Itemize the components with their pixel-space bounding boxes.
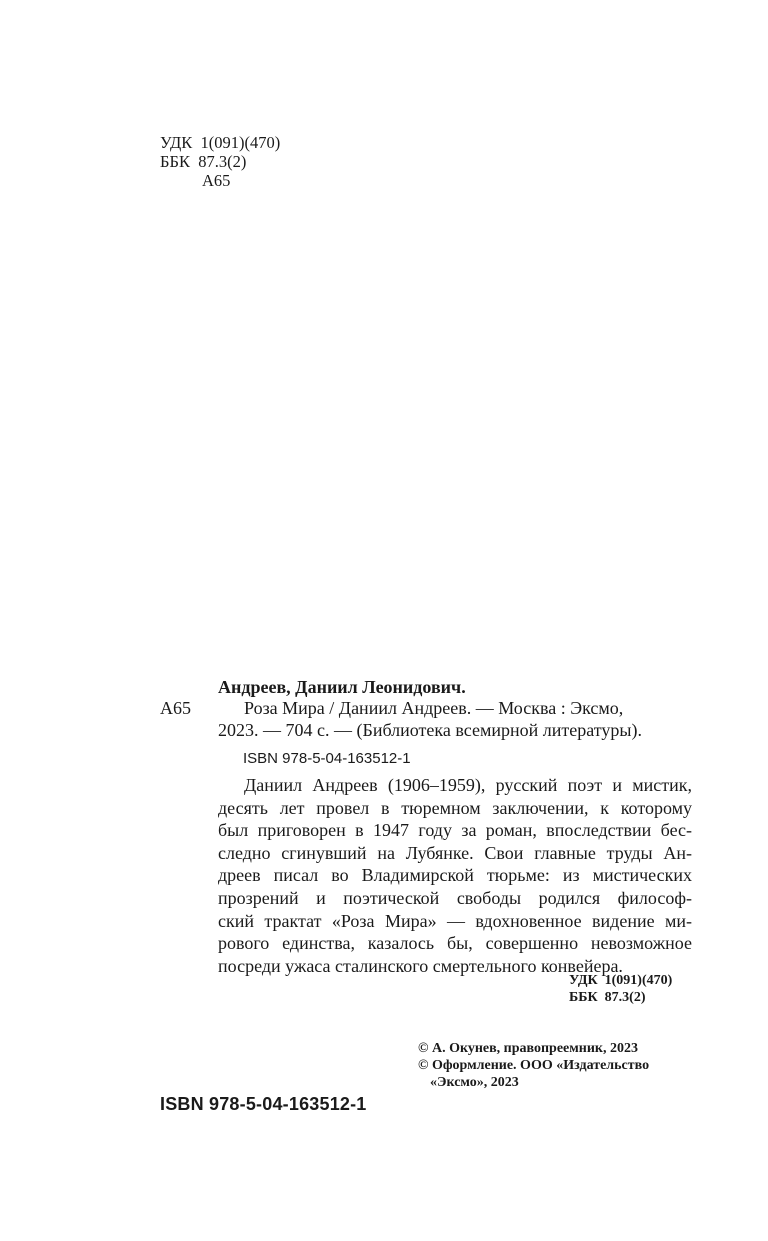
copyright-notice	[418, 1040, 649, 1091]
bbk-code: ББК 87.3(2)	[160, 152, 247, 171]
bibliographic-description	[218, 697, 692, 741]
annotation-line: рового единства, казалось бы, совершенно невозможное	[218, 933, 692, 954]
copyright-line: © Оформление. ООО «Издательство	[418, 1058, 650, 1073]
record-isbn: ISBN 978-5-04-163512-1	[243, 750, 411, 767]
copyright-line: «Эксмо», 2023	[430, 1075, 519, 1090]
description-line: 2023. — 704 с. — (Библиотека всемирной литературы).	[218, 720, 642, 740]
annotation-line: дреев писал во Владимирской тюрьме: из мистических	[218, 865, 692, 886]
annotation-line: посреди ужаса сталинского смертельного конвейера.	[218, 955, 623, 976]
annotation-line: десять лет провел в тюремном заключении, к которому	[218, 797, 692, 818]
classification-codes-top	[160, 133, 280, 190]
annotation	[218, 774, 692, 977]
footer-isbn: ISBN 978-5-04-163512-1	[160, 1094, 367, 1114]
annotation-line: Даниил Андреев (1906–1959), русский поэт и мистик,	[244, 775, 692, 795]
annotation-line: прозрений и поэтической свободы родился философ-	[218, 887, 692, 908]
bbk-code: ББК 87.3(2)	[569, 990, 646, 1005]
annotation-line: ский трактат «Роза Мира» — вдохновенное видение ми-	[218, 910, 692, 931]
copyright-line: © А. Окунев, правопреемник, 2023	[418, 1041, 639, 1056]
record-author: Андреев, Даниил Леонидович.	[218, 677, 466, 697]
annotation-line: следно сгинувший на Лубянке. Свои главные труды Ан-	[218, 842, 692, 863]
description-line: Роза Мира / Даниил Андреев. — Москва : Эксмо,	[244, 698, 624, 718]
annotation-line: был приговорен в 1947 году за роман, впоследствии бес-	[218, 820, 692, 841]
author-mark: А65	[202, 171, 231, 190]
udk-code: УДК 1(091)(470)	[569, 973, 673, 988]
classification-codes-bottom	[569, 972, 672, 1006]
record-author-mark: А65	[160, 698, 191, 718]
udk-code: УДК 1(091)(470)	[160, 133, 281, 152]
